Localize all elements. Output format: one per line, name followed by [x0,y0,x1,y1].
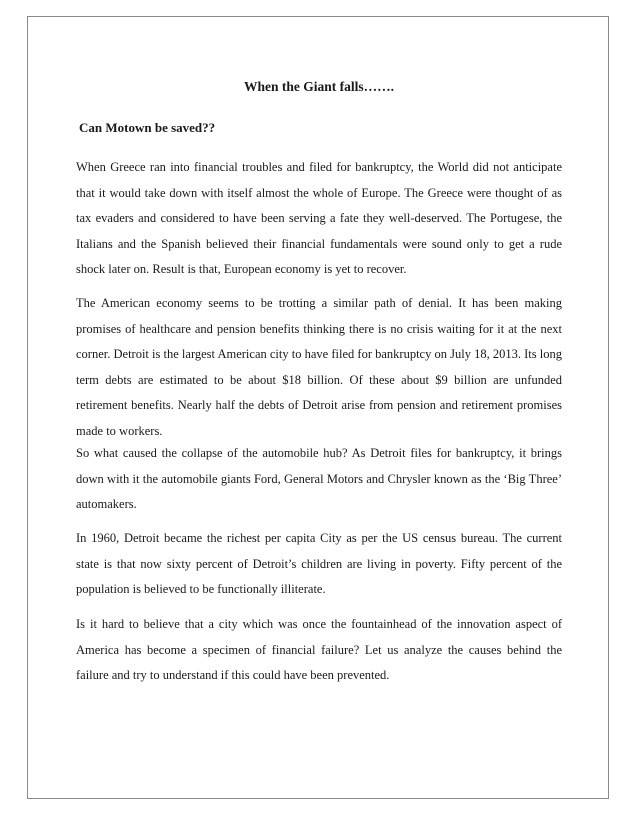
paragraph-automobile-hub: So what caused the collapse of the automobile hub? As Detroit files for bankruptcy, it brings down with it the automobile giants Ford, General Motors and Chrysler known as the ‘Big Three’ automakers. [76,446,562,511]
paragraph-greece: When Greece ran into financial troubles and filed for bankruptcy, the World did not anticipate that it would take down with itself almost the whole of Europe. The Greece were thought of as tax evaders and considered to have been serving a fate they well-deserved. The Portugese, the Italians and the Spanish believed their financial fundamentals were sound only to get a rude shock later on. Result is that, European economy is yet to recover. [76,160,562,276]
paragraph-innovation: Is it hard to believe that a city which was once the fountainhead of the innovation aspect of America has become a specimen of financial failure? Let us analyze the causes behind the failure and try to understand if this could have been prevented. [76,617,562,682]
page-title: When the Giant falls……. [243,79,394,94]
paragraph-census: In 1960, Detroit became the richest per capita City as per the US census bureau. The current state is that now sixty percent of Detroit’s children are living in poverty. Fifty percent of the population is believed to be functionally illiterate. [76,531,562,596]
section-subtitle: Can Motown be saved?? [79,120,216,135]
paragraph-american-economy: The American economy seems to be trotting a similar path of denial. It has been making promises of healthcare and pension benefits thinking there is no crisis waiting for it at the next corner. Detroit is the largest American city to have filed for bankruptcy on July 18, 2013. Its long term debts are estimated to be about $18 billion. Of these about $9 billion are unfunded retirement benefits. Nearly half the debts of Detroit arise from pension and retirement promises made to workers. [76,296,562,438]
